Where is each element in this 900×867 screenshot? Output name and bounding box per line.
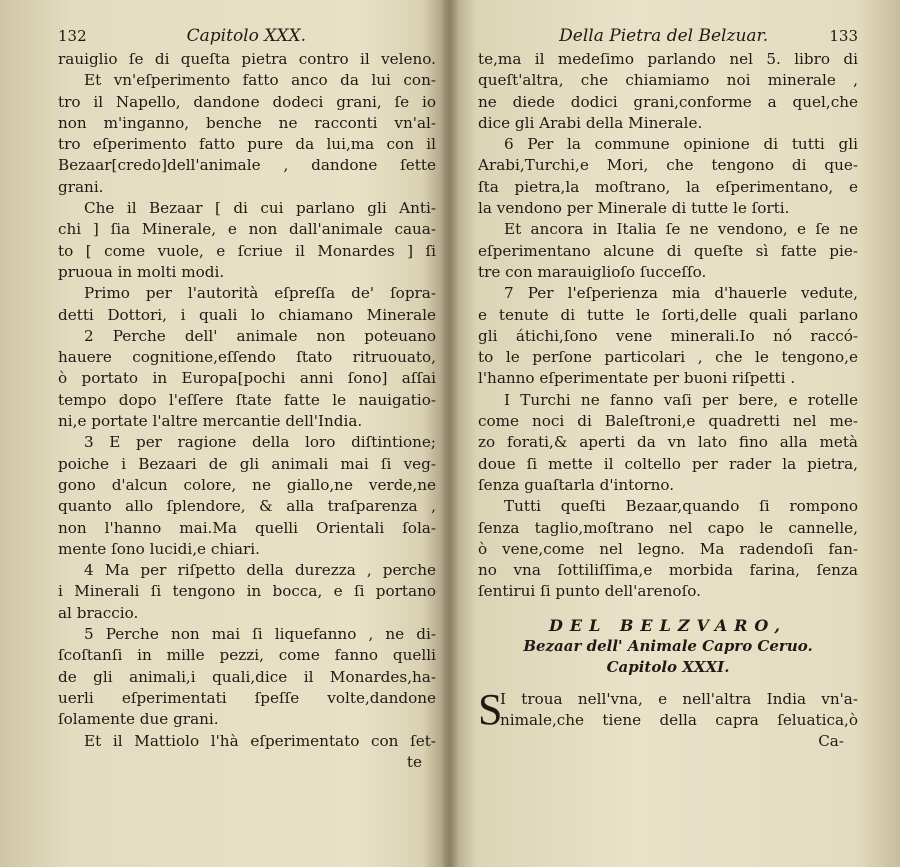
text-line: mente ſono lucidi,e chiari. xyxy=(58,539,260,558)
section-subtitle: Bezaar dell' Animale Capro Ceruo. xyxy=(523,637,813,656)
text-line: ni,e portate l'altre mercantie dell'India. xyxy=(58,412,363,431)
book-gutter xyxy=(441,0,459,867)
text-line: ſenza guaſtarla d'intorno. xyxy=(478,475,675,494)
text-line: hauere cognitione,eſſendo ſtato ritruouato, xyxy=(58,348,436,367)
text-line: grani. xyxy=(58,177,104,196)
text-line: doue ſi mette il coltello per rader la pietra, xyxy=(478,454,858,473)
section-title: DEL BELZVARO, xyxy=(549,615,787,635)
text-line: 2 Perche dell' animale non poteuano xyxy=(84,326,436,345)
text-line: queſt'altra, che chiamiamo noi minerale , xyxy=(478,71,858,90)
text-line: non m'inganno, benche ne racconti vn'al- xyxy=(58,113,436,132)
text-line: zo forati,& aperti da vn lato fino alla metà xyxy=(478,433,858,452)
text-line: 6 Per la commune opinione di tutti gli xyxy=(504,135,858,154)
left-page-header xyxy=(58,26,436,48)
chapter-opening xyxy=(478,684,858,734)
text-line: ne diede dodici grani,conforme a quel,che xyxy=(478,92,858,111)
text-line: 3 E per ragione della loro diſtintione; xyxy=(84,433,436,452)
text-line: I troua nell'vna, e nell'altra India vn'a- xyxy=(500,689,858,708)
text-line: chi ] ſia Minerale, e non dall'animale caua- xyxy=(58,220,436,239)
text-line: te,ma il medeſimo parlando nel 5. libro di xyxy=(478,50,858,68)
text-line: l'hanno eſperimentate per buoni riſpetti . xyxy=(478,369,796,388)
text-line: Et vn'eſperimento fatto anco da lui con- xyxy=(84,71,436,90)
text-line: uerli eſperimentati ſpeſſe volte,dandone xyxy=(58,688,436,707)
text-line: eſperimentano alcune di queſte sì fatte pie- xyxy=(478,241,858,260)
text-line: gli átichi,ſono vene minerali.Io nó raccó- xyxy=(478,326,858,345)
text-line: 4 Ma per riſpetto della durezza , perche xyxy=(84,561,436,580)
text-line: ſta pietra,la moſtrano, la eſperimentano, e xyxy=(478,177,858,196)
text-line: Bezaar[credo]dell'animale , dandone ſette xyxy=(58,156,436,175)
text-line: tre con marauiglioſo ſucceſſo. xyxy=(478,262,707,281)
text-line: Che il Bezaar [ di cui parlano gli Anti- xyxy=(84,199,436,218)
text-line: 7 Per l'eſperienza mia d'hauerle vedute, xyxy=(504,284,858,303)
text-line: to [ come vuole, e ſcriue il Monardes ] ſi xyxy=(58,241,436,260)
text-line: dice gli Arabi della Minerale. xyxy=(478,113,703,132)
text-line: ſenza taglio,moſtrano nel capo le cannelle, xyxy=(478,518,858,537)
text-line: Tutti queſti Bezaar,quando ſi rompono xyxy=(504,497,858,516)
text-line: de gli animali,i quali,dice il Monardes,ha- xyxy=(58,667,436,686)
text-line: ſcoſtanſi in mille pezzi, come fanno quelli xyxy=(58,646,436,665)
text-line: rauiglio ſe di queſta pietra contro il veleno. xyxy=(58,50,436,68)
text-line: detti Dottori, i quali lo chiamano Minerale xyxy=(58,305,436,324)
text-line: ò portato in Europa[pochi anni ſono] aſſai xyxy=(58,369,436,388)
text-line: Primo per l'autorità eſpreſſa de' ſopra- xyxy=(84,284,436,303)
text-line: come noci di Baleſtroni,e quadretti nel me- xyxy=(478,412,858,431)
text-line: non l'hanno mai.Ma quelli Orientali ſola- xyxy=(58,518,436,537)
text-line: Et il Mattiolo l'hà eſperimentato con ſet- xyxy=(84,731,436,750)
text-line: pruoua in molti modi. xyxy=(58,262,225,281)
right-page xyxy=(478,26,858,753)
text-line: tro eſperimento fatto pure da lui,ma con il xyxy=(58,135,436,154)
left-running-head: Capitolo XXX. xyxy=(186,26,306,46)
text-line: tro il Napello, dandone dodeci grani, ſe io xyxy=(58,92,436,111)
text-line: Arabi,Turchi,e Mori, che tengono di que- xyxy=(478,156,858,175)
left-page xyxy=(58,26,436,773)
catchword: te xyxy=(406,752,422,771)
text-line: tempo dopo l'eſſere ſtate fatte le nauigatio- xyxy=(58,390,436,409)
text-line: no vna ſottiliſſima,e morbida farina, ſenza xyxy=(478,561,858,580)
text-line: e tenute di tutte le ſorti,delle quali parlano xyxy=(478,305,858,324)
text-line: poiche i Bezaari de gli animali mai ſi veg- xyxy=(58,454,436,473)
text-line: i Minerali ſi tengono in bocca, e ſi portano xyxy=(58,582,436,601)
text-line: I Turchi ne fanno vaſi per bere, e rotelle xyxy=(504,390,858,409)
catchword: Ca- xyxy=(818,732,844,751)
drop-cap: S xyxy=(478,684,503,734)
left-page-number: 132 xyxy=(58,27,87,45)
text-line: to le perſone particolari , che le tengono,e xyxy=(478,348,858,367)
text-line: gono d'alcun colore, ne giallo,ne verde,ne xyxy=(58,475,436,494)
right-page-number: 133 xyxy=(829,27,858,45)
right-page-header xyxy=(478,26,858,48)
text-line: al braccio. xyxy=(58,603,139,622)
text-line: ò vene,come nel legno. Ma radendoſi fan- xyxy=(478,539,858,558)
text-line: ſolamente due grani. xyxy=(58,710,219,729)
right-running-head: Della Pietra del Belzuar. xyxy=(559,26,769,46)
text-line: quanto allo ſplendore, & alla traſparenza , xyxy=(58,497,436,516)
section-chapter: Capitolo XXXI. xyxy=(606,658,730,677)
text-line: ſentirui ſi punto dell'arenoſo. xyxy=(478,582,701,601)
text-line: la vendono per Minerale di tutte le ſorti. xyxy=(478,199,790,218)
text-line: 5 Perche non mai ſi liquefanno , ne di- xyxy=(84,625,436,644)
text-line: nimale,che tiene della capra ſeluatica,ò xyxy=(500,710,858,729)
text-line: Et ancora in Italia ſe ne vendono, e ſe ne xyxy=(504,220,858,239)
